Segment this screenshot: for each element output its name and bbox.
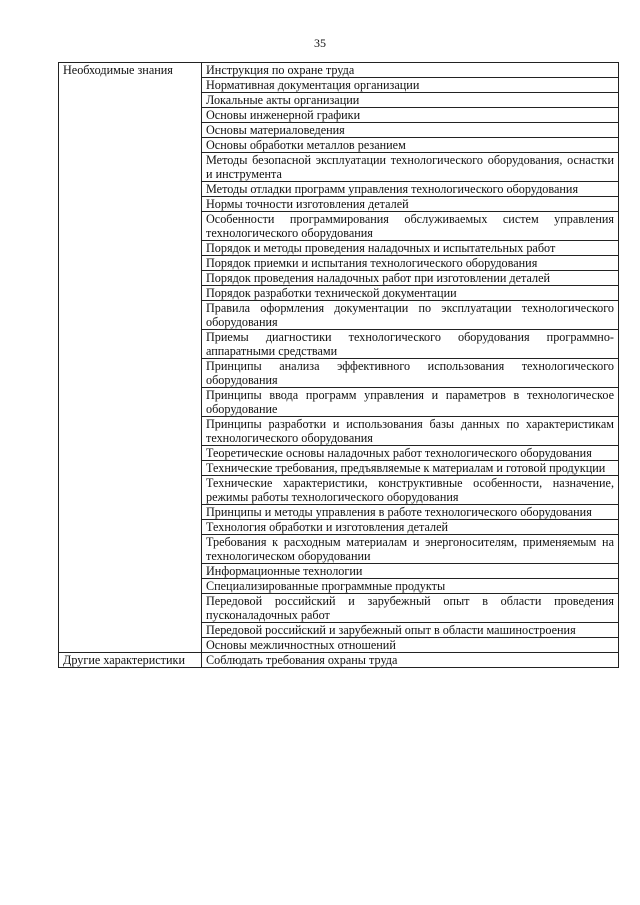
requirement-item: Требования к расходным материалам и энергоносителям, применяемым на технологическом оборудовании [202,535,619,564]
requirement-item: Методы отладки программ управления технологического оборудования [202,182,619,197]
requirement-item: Принципы разработки и использования базы данных по характеристикам технологического оборудования [202,417,619,446]
table-row [59,63,619,78]
requirement-item: Порядок приемки и испытания технологического оборудования [202,256,619,271]
requirement-item: Передовой российский и зарубежный опыт в области машиностроения [202,623,619,638]
requirement-item: Теоретические основы наладочных работ технологического оборудования [202,446,619,461]
requirement-item: Методы безопасной эксплуатации технологического оборудования, оснастки и инструмента [202,153,619,182]
section-label: Другие характеристики [59,653,202,668]
requirement-item: Технология обработки и изготовления деталей [202,520,619,535]
requirement-item: Нормы точности изготовления деталей [202,197,619,212]
requirement-item: Инструкция по охране труда [202,63,619,78]
requirement-item: Основы обработки металлов резанием [202,138,619,153]
requirement-item: Соблюдать требования охраны труда [202,653,619,668]
requirement-item: Основы материаловедения [202,123,619,138]
requirement-item: Информационные технологии [202,564,619,579]
requirement-item: Порядок проведения наладочных работ при изготовлении деталей [202,271,619,286]
requirement-item: Особенности программирования обслуживаемых систем управления технологического оборудования [202,212,619,241]
requirement-item: Локальные акты организации [202,93,619,108]
requirement-item: Технические характеристики, конструктивные особенности, назначение, режимы работы технологического оборудования [202,476,619,505]
requirement-item: Порядок и методы проведения наладочных и испытательных работ [202,241,619,256]
requirement-item: Нормативная документация организации [202,78,619,93]
requirement-item: Специализированные программные продукты [202,579,619,594]
table-row [59,653,619,668]
requirement-item: Принципы ввода программ управления и параметров в технологическое оборудование [202,388,619,417]
requirement-item: Порядок разработки технической документации [202,286,619,301]
requirement-item: Принципы и методы управления в работе технологического оборудования [202,505,619,520]
requirement-item: Основы инженерной графики [202,108,619,123]
page-number: 35 [314,36,326,50]
section-label: Необходимые знания [59,63,202,653]
requirement-item: Передовой российский и зарубежный опыт в области проведения пусконаладочных работ [202,594,619,623]
requirement-item: Правила оформления документации по эксплуатации технологического оборудования [202,301,619,330]
requirement-item: Основы межличностных отношений [202,638,619,653]
requirement-item: Технические требования, предъявляемые к материалам и готовой продукции [202,461,619,476]
qualification-table [58,62,619,668]
requirement-item: Приемы диагностики технологического оборудования программно-аппаратными средствами [202,330,619,359]
requirement-item: Принципы анализа эффективного использования технологического оборудования [202,359,619,388]
